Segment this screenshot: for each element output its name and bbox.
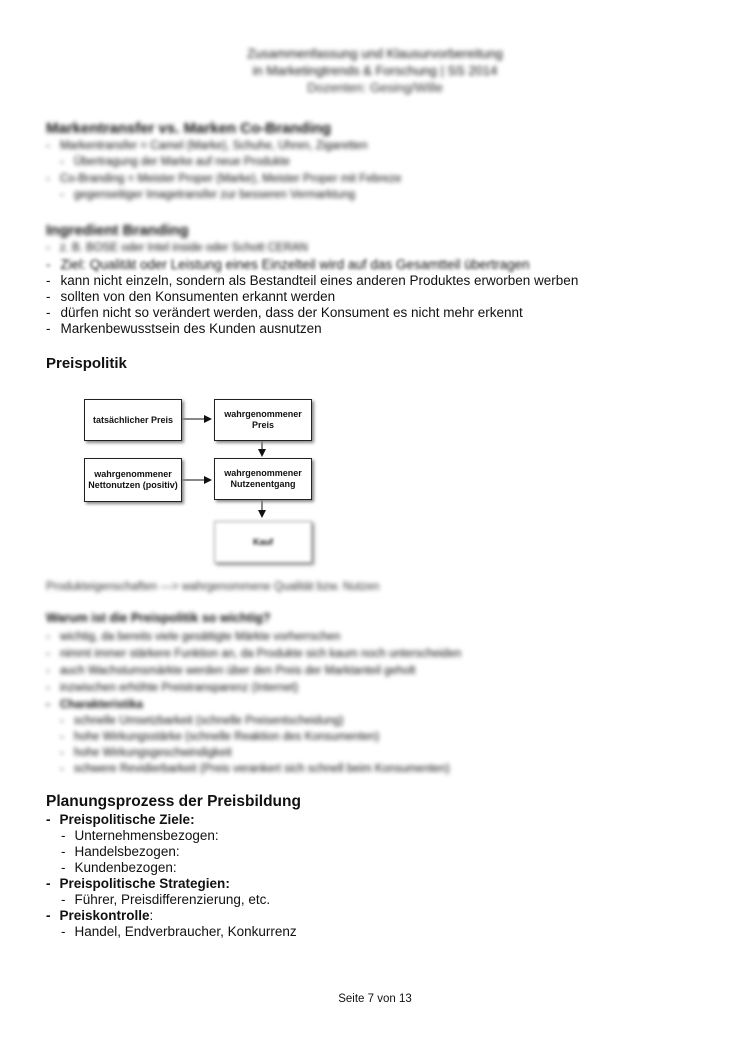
- diagram-box-perceived-price: wahrgenommener Preis: [214, 399, 312, 441]
- group-subitem: - Unternehmensbezogen:: [61, 828, 219, 843]
- list-item: - wichtig, da bereits viele gesättigte Märkte vorherrschen: [46, 631, 341, 643]
- list-item: - dürfen nicht so verändert werden, dass der Konsument es nicht mehr erkennt: [46, 305, 523, 320]
- list-subitem: - schwere Revidierbarkeit (Preis verankert sich schnell beim Konsumenten): [60, 763, 450, 775]
- group-subitem: - Handelsbezogen:: [61, 844, 180, 859]
- section3-title: Preispolitik: [46, 355, 127, 372]
- list-subitem: - hohe Wirkungsstärke (schnelle Reaktion des Konsumenten): [60, 731, 380, 743]
- header-lecturers: Dozenten: Gesing/Wille: [307, 80, 443, 95]
- section3-subtitle: Warum ist die Preispolitik so wichtig?: [46, 611, 271, 625]
- header-title-line1: Zusammenfassung und Klausurvorbereitung: [247, 46, 503, 61]
- diagram-box-actual-price: tatsächlicher Preis: [84, 399, 182, 441]
- diagram-box-net-benefit: wahrgenommener Nettonutzen (positiv): [84, 458, 182, 502]
- list-item: - Übertragung der Marke auf neue Produkte: [60, 156, 290, 168]
- group-item: - Preispolitische Strategien:: [46, 876, 230, 891]
- group-subitem: - Führer, Preisdifferenzierung, etc.: [61, 892, 271, 907]
- list-item: - z. B. BOSE oder Intel inside oder Schott CERAN: [46, 242, 308, 254]
- group-item: - Preiskontrolle:: [46, 908, 154, 923]
- group-subitem: - Handel, Endverbraucher, Konkurrenz: [61, 924, 297, 939]
- section3-note: Produkteigenschaften ---> wahrgenommene Qualität bzw. Nutzen: [46, 581, 380, 593]
- list-item: - Markentransfer = Camel (Marke), Schuhe, Uhren, Zigaretten: [46, 140, 368, 152]
- group-subitem: - Kundenbezogen:: [61, 860, 177, 875]
- diagram-box-purchase: Kauf: [214, 521, 312, 563]
- page-number: Seite 7 von 13: [338, 993, 412, 1005]
- group-item: - Preispolitische Ziele:: [46, 812, 195, 827]
- list-item: - Co-Branding = Meister Proper (Marke), Meister Proper mit Febreze: [46, 173, 402, 185]
- list-subitem: - schnelle Umsetzbarkeit (schnelle Preisentscheidung): [60, 715, 344, 727]
- list-item: - Markenbewusstsein des Kunden ausnutzen: [46, 321, 322, 336]
- diagram-box-benefit-loss: wahrgenommener Nutzenentgang: [214, 458, 312, 500]
- list-item: - auch Wachstumsmärkte werden über den Preis der Marktanteil geholt: [46, 665, 416, 677]
- list-subitem: - hohe Wirkungsgeschwindigkeit: [60, 747, 232, 759]
- list-item: - gegenseitiger Imagetransfer zur besseren Vermarktung: [60, 189, 356, 201]
- section1-title: Markentransfer vs. Marken Co-Branding: [46, 120, 332, 137]
- list-item: - Charakteristika: [46, 699, 143, 711]
- section2-title: Ingredient Branding: [46, 222, 189, 239]
- header-title-line2: in Marketingtrends & Forschung | SS 2014: [252, 63, 498, 78]
- list-item: - kann nicht einzeln, sondern als Bestandteil eines anderen Produktes erworben werben: [46, 273, 579, 288]
- list-item: - sollten von den Konsumenten erkannt werden: [46, 289, 336, 304]
- section4-title: Planungsprozess der Preisbildung: [46, 793, 301, 810]
- list-item: - Ziel: Qualität oder Leistung eines Einzelteil wird auf das Gesamtteil übertragen: [46, 257, 530, 272]
- list-item: - inzwischen erhöhte Preistransparenz (Internet): [46, 682, 299, 694]
- list-item: - nimmt immer stärkere Funktion an, da Produkte sich kaum noch unterscheiden: [46, 648, 462, 660]
